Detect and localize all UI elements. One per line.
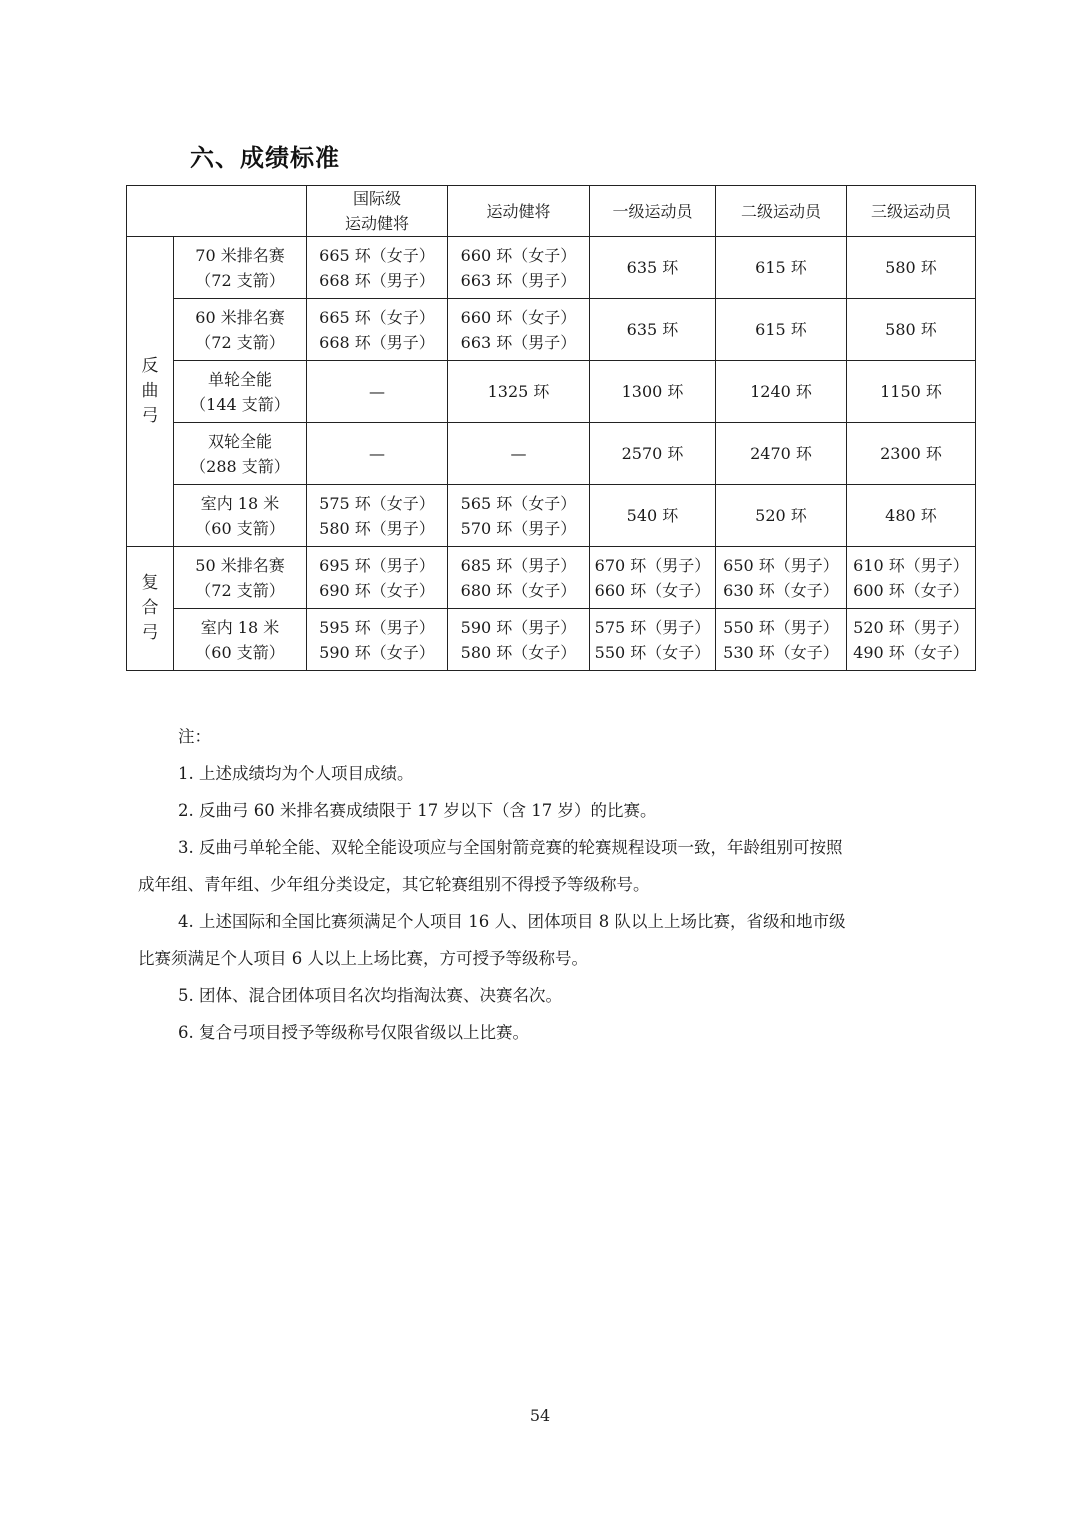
note-item: 3. 反曲弓单轮全能、双轮全能设项应与全国射箭竞赛的轮赛规程设项一致，年龄组别可按照	[178, 838, 843, 857]
score-line: 565 环（女子）	[460, 493, 577, 513]
score-cell: 580 环	[847, 299, 976, 361]
header-master: 运动健将	[448, 186, 590, 237]
score-cell: 615 环	[716, 299, 847, 361]
header-third-class: 三级运动员	[847, 186, 976, 237]
bow-category-char: 复	[141, 573, 159, 593]
arrow-count: （288 支箭）	[190, 456, 290, 476]
section-title: 六、成绩标准	[190, 144, 340, 172]
score-cell	[307, 485, 448, 547]
score-line: 680 环（女子）	[460, 580, 577, 600]
score-cell	[590, 547, 716, 609]
score-cell: 520 环	[716, 485, 847, 547]
score-line: 530 环（女子）	[723, 642, 839, 662]
event-cell	[174, 547, 307, 609]
header-international-master: 国际级 运动健将	[307, 186, 448, 237]
table-row	[127, 361, 976, 423]
score-cell: 580 环	[847, 237, 976, 299]
notes-heading: 注：	[178, 727, 211, 746]
score-line: 550 环（男子）	[723, 617, 839, 637]
score-line: 668 环（男子）	[319, 270, 435, 290]
header-second-class: 二级运动员	[716, 186, 847, 237]
score-line: 650 环（男子）	[723, 555, 839, 575]
score-cell: 1300 环	[590, 361, 716, 423]
score-line: 575 环（女子）	[319, 493, 435, 513]
standards-table	[126, 185, 976, 671]
bow-category-cell	[127, 547, 174, 671]
score-cell	[716, 609, 847, 671]
score-cell: 1240 环	[716, 361, 847, 423]
table-row	[127, 237, 976, 299]
bow-category-char: 反	[141, 356, 159, 376]
table-row	[127, 299, 976, 361]
event-name: 60 米排名赛	[195, 307, 285, 327]
event-name: 50 米排名赛	[195, 555, 285, 575]
notes-section	[138, 718, 948, 1051]
score-cell	[307, 299, 448, 361]
score-line: 685 环（男子）	[460, 555, 577, 575]
arrow-count: （60 支箭）	[195, 518, 285, 538]
score-cell: 1150 环	[847, 361, 976, 423]
score-line: 595 环（男子）	[319, 617, 435, 637]
score-cell: 2570 环	[590, 423, 716, 485]
score-line: 590 环（男子）	[460, 617, 577, 637]
score-line: 610 环（男子）	[853, 555, 969, 575]
arrow-count: （72 支箭）	[195, 580, 285, 600]
score-line: 663 环（男子）	[460, 270, 577, 290]
event-cell	[174, 361, 307, 423]
header-blank-cell	[127, 186, 307, 237]
score-cell	[448, 609, 590, 671]
note-item: 2. 反曲弓 60 米排名赛成绩限于 17 岁以下（含 17 岁）的比赛。	[178, 801, 657, 820]
header-first-class: 一级运动员	[590, 186, 716, 237]
score-cell	[307, 609, 448, 671]
score-line: 660 环（女子）	[460, 245, 577, 265]
score-cell	[448, 485, 590, 547]
score-cell: 540 环	[590, 485, 716, 547]
score-line: 660 环（女子）	[594, 580, 711, 600]
event-name: 双轮全能	[207, 431, 272, 451]
score-cell: 615 环	[716, 237, 847, 299]
note-item-continued: 成年组、青年组、少年组分类设定，其它轮赛组别不得授予等级称号。	[138, 875, 650, 894]
event-cell	[174, 299, 307, 361]
score-line: 575 环（男子）	[594, 617, 711, 637]
score-line: 670 环（男子）	[594, 555, 711, 575]
score-line: 630 环（女子）	[723, 580, 839, 600]
score-cell	[448, 299, 590, 361]
bow-category-cell	[127, 237, 174, 547]
bow-category-char: 合	[141, 598, 159, 618]
arrow-count: （72 支箭）	[195, 332, 285, 352]
note-item: 4. 上述国际和全国比赛须满足个人项目 16 人、团体项目 8 队以上上场比赛，省级和地市级	[178, 912, 846, 931]
score-cell: —	[448, 423, 590, 485]
event-name: 单轮全能	[207, 369, 272, 389]
score-cell: —	[307, 361, 448, 423]
table-row	[127, 547, 976, 609]
page-number: 54	[529, 1406, 551, 1425]
event-cell	[174, 485, 307, 547]
event-cell	[174, 423, 307, 485]
event-cell	[174, 237, 307, 299]
note-item-continued: 比赛须满足个人项目 6 人以上上场比赛，方可授予等级称号。	[138, 949, 588, 968]
bow-category-char: 弓	[141, 406, 159, 426]
table-row	[127, 609, 976, 671]
score-cell	[307, 547, 448, 609]
score-cell	[716, 547, 847, 609]
arrow-count: （144 支箭）	[190, 394, 290, 414]
arrow-count: （72 支箭）	[195, 270, 285, 290]
score-line: 570 环（男子）	[460, 518, 577, 538]
score-line: 580 环（男子）	[319, 518, 435, 538]
event-name: 室内 18 米	[200, 617, 280, 637]
score-line: 520 环（男子）	[853, 617, 969, 637]
score-cell	[847, 609, 976, 671]
score-cell: 635 环	[590, 237, 716, 299]
note-item: 5. 团体、混合团体项目名次均指淘汰赛、决赛名次。	[178, 986, 562, 1005]
note-item: 6. 复合弓项目授予等级称号仅限省级以上比赛。	[178, 1023, 529, 1042]
score-line: 663 环（男子）	[460, 332, 577, 352]
event-cell	[174, 609, 307, 671]
score-line: 665 环（女子）	[319, 307, 435, 327]
score-line: 660 环（女子）	[460, 307, 577, 327]
score-line: 550 环（女子）	[594, 642, 711, 662]
event-name: 70 米排名赛	[195, 245, 285, 265]
bow-category-char: 曲	[141, 381, 159, 401]
score-cell	[448, 547, 590, 609]
score-cell: 2300 环	[847, 423, 976, 485]
score-cell: —	[307, 423, 448, 485]
bow-category-char: 弓	[141, 623, 159, 643]
score-line: 665 环（女子）	[319, 245, 435, 265]
table-row	[127, 423, 976, 485]
score-line: 668 环（男子）	[319, 332, 435, 352]
score-cell	[307, 237, 448, 299]
score-line: 580 环（女子）	[460, 642, 577, 662]
score-line: 490 环（女子）	[853, 642, 969, 662]
table-row	[127, 485, 976, 547]
score-cell: 2470 环	[716, 423, 847, 485]
score-cell: 480 环	[847, 485, 976, 547]
score-line: 690 环（女子）	[319, 580, 435, 600]
note-item: 1. 上述成绩均为个人项目成绩。	[178, 764, 414, 783]
score-line: 600 环（女子）	[853, 580, 969, 600]
score-line: 590 环（女子）	[319, 642, 435, 662]
score-cell: 1325 环	[448, 361, 590, 423]
arrow-count: （60 支箭）	[195, 642, 285, 662]
score-cell	[448, 237, 590, 299]
score-line: 695 环（男子）	[319, 555, 435, 575]
score-cell: 635 环	[590, 299, 716, 361]
score-cell	[847, 547, 976, 609]
table-header-row	[127, 186, 976, 237]
event-name: 室内 18 米	[200, 493, 280, 513]
score-cell	[590, 609, 716, 671]
